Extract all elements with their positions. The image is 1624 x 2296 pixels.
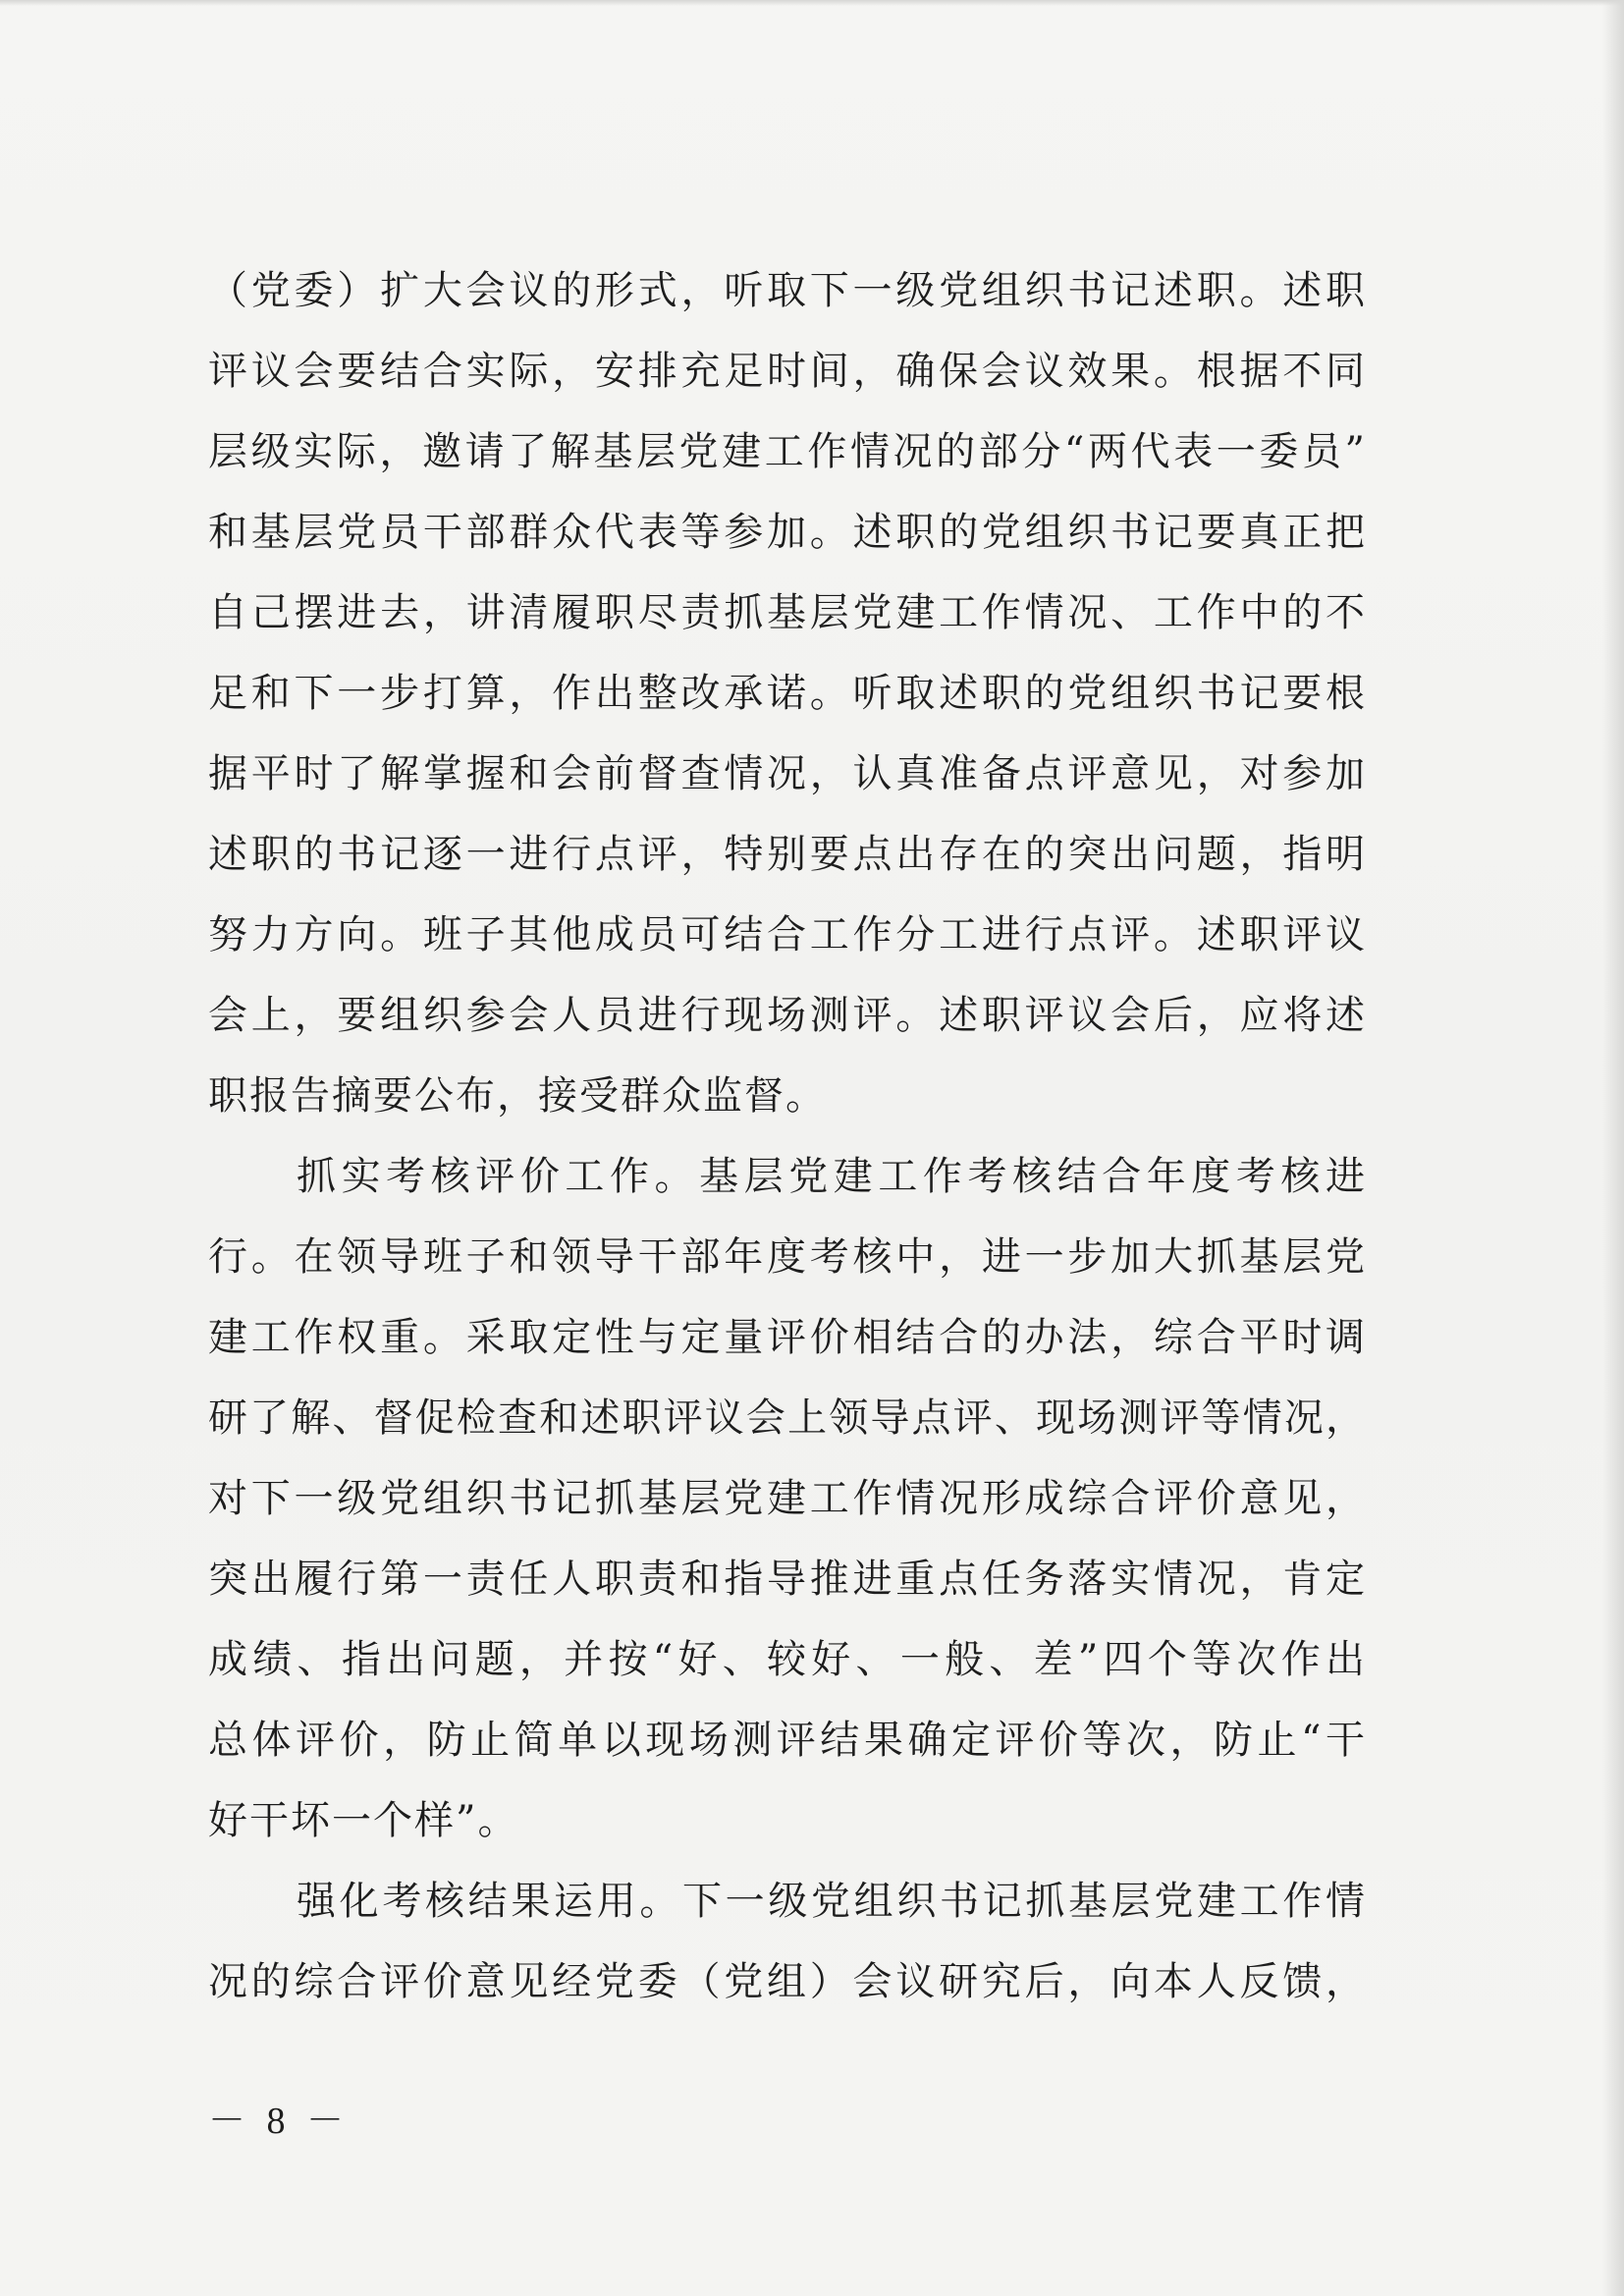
scan-right-edge — [1602, 0, 1624, 2296]
text-line: 层级实际，邀请了解基层党建工作情况的部分“两代表一委员” — [208, 429, 1367, 474]
text-line: 对下一级党组织书记抓基层党建工作情况形成综合评价意见， — [208, 1476, 1367, 1521]
text-line: 职报告摘要公布，接受群众监督。 — [208, 1073, 827, 1119]
text-line: 成绩、指出问题，并按“好、较好、一般、差”四个等次作出 — [208, 1637, 1367, 1682]
text-line: 研了解、督促检查和述职评议会上领导点评、现场测评等情况， — [208, 1395, 1367, 1441]
paragraph-start-line: 强化考核结果运用。下一级党组织书记抓基层党建工作情 — [297, 1879, 1367, 1924]
text-line: 和基层党员干部群众代表等参加。述职的党组织书记要真正把 — [208, 510, 1367, 555]
page-number: － 8 － — [208, 2101, 351, 2142]
text-line: 好干坏一个样”。 — [208, 1798, 519, 1843]
text-line: （党委）扩大会议的形式，听取下一级党组织书记述职。述职 — [208, 268, 1367, 313]
text-line: 突出履行第一责任人职责和指导推进重点任务落实情况，肯定 — [208, 1557, 1367, 1602]
text-line: 自己摆进去，讲清履职尽责抓基层党建工作情况、工作中的不 — [208, 590, 1367, 635]
text-line: 述职的书记逐一进行点评，特别要点出存在的突出问题，指明 — [208, 832, 1367, 877]
text-line: 努力方向。班子其他成员可结合工作分工进行点评。述职评议 — [208, 912, 1367, 957]
text-line: 总体评价，防止简单以现场测评结果确定评价等次，防止“干 — [208, 1718, 1367, 1763]
text-line: 会上，要组织参会人员进行现场测评。述职评议会后，应将述 — [208, 993, 1367, 1038]
text-line: 行。在领导班子和领导干部年度考核中，进一步加大抓基层党 — [208, 1234, 1367, 1280]
body-text — [208, 250, 1367, 2022]
text-line: 况的综合评价意见经党委（党组）会议研究后，向本人反馈， — [208, 1959, 1367, 2004]
scan-top-edge — [0, 0, 1624, 6]
text-line: 据平时了解掌握和会前督查情况，认真准备点评意见，对参加 — [208, 751, 1367, 796]
text-line: 建工作权重。采取定性与定量评价相结合的办法，综合平时调 — [208, 1315, 1367, 1360]
paragraph-start-line: 抓实考核评价工作。基层党建工作考核结合年度考核进 — [297, 1154, 1367, 1199]
text-line: 足和下一步打算，作出整改承诺。听取述职的党组织书记要根 — [208, 671, 1367, 716]
text-line: 评议会要结合实际，安排充足时间，确保会议效果。根据不同 — [208, 349, 1367, 394]
